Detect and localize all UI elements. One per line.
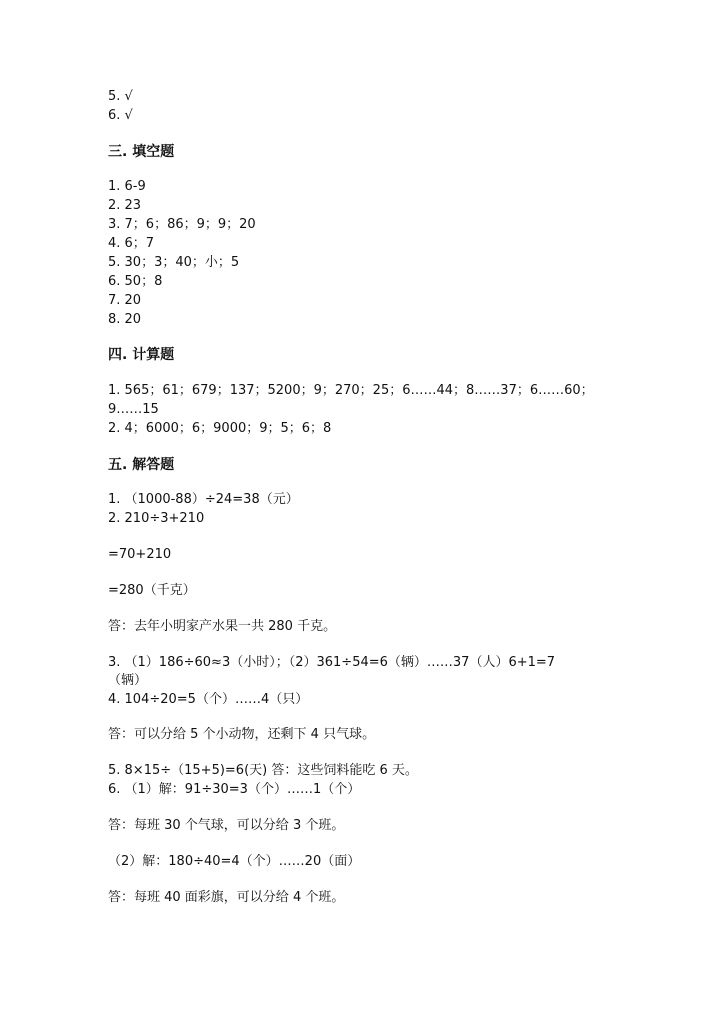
answer-line: =70+210 [108, 547, 172, 562]
answer-line: 1. （1000-88）÷24=38（元） [108, 492, 299, 507]
answer-line: 2. 210÷3+210 [108, 511, 205, 526]
answer-line: 答：每班 30 个气球，可以分给 3 个班。 [108, 818, 345, 833]
answer-line: 6. 50；8 [108, 274, 163, 289]
answer-line: 1. 6-9 [108, 179, 146, 194]
answer-line: 答：每班 40 面彩旗，可以分给 4 个班。 [108, 890, 345, 905]
answer-line: 3. 7；6；86；9；9；20 [108, 217, 256, 232]
answer-line: 9……15 [108, 402, 159, 417]
answer-line: 答：可以分给 5 个小动物，还剩下 4 只气球。 [108, 727, 376, 742]
answer-line: （辆） [108, 673, 148, 688]
answer-line: 3. （1）186÷60≈3（小时）；（2）361÷54=6（辆）……37（人）6+1=7 [108, 655, 556, 670]
answer-line: 答：去年小明家产水果一共 280 千克。 [108, 619, 337, 634]
section-heading-calculation: 四. 计算题 [108, 347, 175, 363]
answer-line: 2. 23 [108, 198, 142, 213]
answer-line: 5. 30；3；40；小；5 [108, 255, 240, 270]
answer-line: 4. 104÷20=5（个）……4（只） [108, 692, 309, 707]
answer-line: （2）解：180÷40=4（个）……20（面） [108, 854, 361, 869]
answer-line: =280（千克） [108, 583, 196, 598]
answer-line: 4. 6；7 [108, 236, 155, 251]
answer-line: 5. 8×15÷（15+5)=6(天) 答：这些饲料能吃 6 天。 [108, 763, 418, 778]
answer-line: 8. 20 [108, 312, 142, 327]
answer-line: 6. （1）解：91÷30=3（个）……1（个） [108, 782, 361, 797]
answer-line: 7. 20 [108, 293, 142, 308]
answer-line: 1. 565；61；679；137；5200；9；270；25；6……44；8……37；6……60； [108, 383, 594, 398]
answer-line: 5. √ [108, 89, 133, 104]
section-heading-fill-in: 三. 填空题 [108, 144, 175, 160]
answer-line: 2. 4；6000；6；9000；9；5；6；8 [108, 421, 332, 436]
section-heading-word-problems: 五. 解答题 [108, 457, 175, 473]
answer-line: 6. √ [108, 108, 133, 123]
